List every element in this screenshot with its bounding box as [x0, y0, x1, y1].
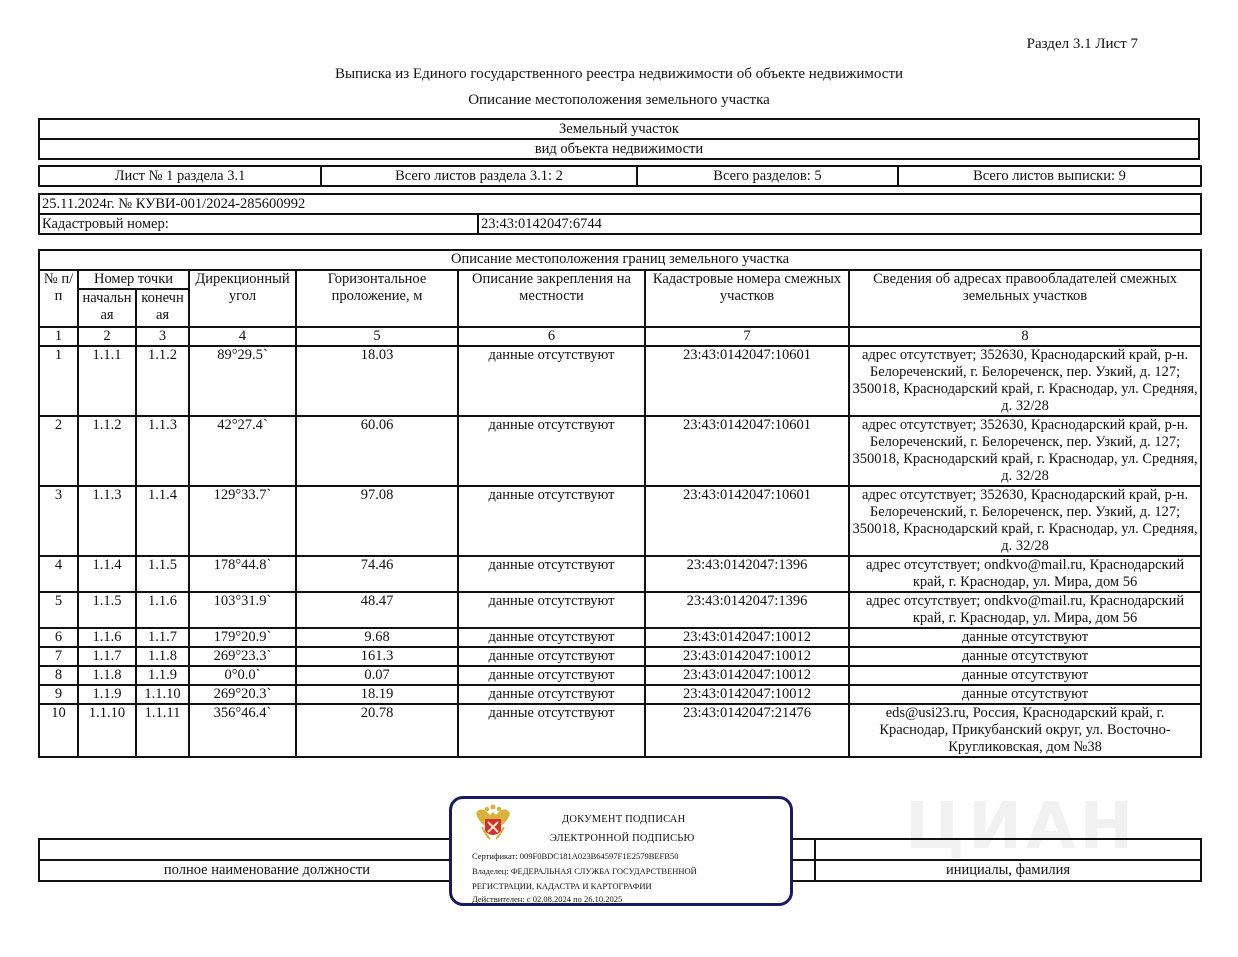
direction-angle-cell: 269°23.3`	[189, 647, 296, 666]
horizontal-length-cell: 74.46	[296, 556, 458, 592]
column-number: 1	[39, 327, 78, 346]
adjacent-owners-cell: адрес отсутствует; 352630, Краснодарский край, р-н. Белореченский, г. Белореченск, пер. Узкий, д. 127; 350018, Краснодарский край, г. Краснодар, ул. Средняя, д. 32/28	[849, 416, 1201, 486]
column-number: 5	[296, 327, 458, 346]
point-start-cell: 1.1.8	[78, 666, 136, 685]
object-kind-caption: вид объекта недвижимости	[39, 139, 1199, 159]
horizontal-length-cell: 18.03	[296, 346, 458, 416]
fixing-description-cell: данные отсутствуют	[458, 416, 645, 486]
header-num: № п/п	[39, 270, 78, 327]
point-start-cell: 1.1.7	[78, 647, 136, 666]
point-end-cell: 1.1.11	[136, 704, 189, 757]
fixing-description-cell: данные отсутствуют	[458, 704, 645, 757]
stamp-owner-line1: Владелец: ФЕДЕРАЛЬНАЯ СЛУЖБА ГОСУДАРСТВЕННОЙ	[472, 866, 697, 876]
header-point-start: начальн ая	[78, 289, 136, 327]
point-end-cell: 1.1.9	[136, 666, 189, 685]
table-row	[39, 486, 1201, 556]
column-number: 3	[136, 327, 189, 346]
row-num-cell: 7	[39, 647, 78, 666]
adjacent-owners-cell: eds@usi23.ru, Россия, Краснодарский край, г. Краснодар, Прикубанский округ, ул. Восточно-Кругликовская, дом №38	[849, 704, 1201, 757]
adjacent-owners-cell: данные отсутствуют	[849, 628, 1201, 647]
adjacent-owners-cell: адрес отсутствует; 352630, Краснодарский край, р-н. Белореченский, г. Белореченск, пер. Узкий, д. 127; 350018, Краснодарский край, г. Краснодар, ул. Средняя, д. 32/28	[849, 346, 1201, 416]
adjacent-owners-cell: адрес отсутствует; 352630, Краснодарский край, р-н. Белореченский, г. Белореченск, пер. Узкий, д. 127; 350018, Краснодарский край, г. Краснодар, ул. Средняя, д. 32/28	[849, 486, 1201, 556]
stamp-heading-line1: ДОКУМЕНТ ПОДПИСАН	[562, 814, 686, 825]
horizontal-length-cell: 48.47	[296, 592, 458, 628]
fixing-description-cell: данные отсутствуют	[458, 628, 645, 647]
point-end-cell: 1.1.8	[136, 647, 189, 666]
point-end-cell: 1.1.4	[136, 486, 189, 556]
cadastral-number-label: Кадастровый номер:	[39, 214, 478, 234]
adjacent-owners-cell: данные отсутствуют	[849, 666, 1201, 685]
row-num-cell: 1	[39, 346, 78, 416]
direction-angle-cell: 89°29.5`	[189, 346, 296, 416]
table-row	[39, 592, 1201, 628]
electronic-signature-stamp	[449, 796, 793, 906]
row-num-cell: 10	[39, 704, 78, 757]
adjacent-cadastral-cell: 23:43:0142047:10601	[645, 486, 849, 556]
column-number: 7	[645, 327, 849, 346]
point-start-cell: 1.1.3	[78, 486, 136, 556]
header-adjacent-owners: Сведения об адресах правообладателей смежных земельных участков	[849, 270, 1201, 327]
column-numbers-row	[39, 327, 1201, 346]
point-start-cell: 1.1.2	[78, 416, 136, 486]
adjacent-cadastral-cell: 23:43:0142047:1396	[645, 556, 849, 592]
point-end-cell: 1.1.7	[136, 628, 189, 647]
adjacent-owners-cell: адрес отсутствует; ondkvo@mail.ru, Краснодарский край, г. Краснодар, ул. Мира, дом 56	[849, 592, 1201, 628]
horizontal-length-cell: 18.19	[296, 685, 458, 704]
point-start-cell: 1.1.1	[78, 346, 136, 416]
header-horizontal-length: Горизонтальное проложение, м	[296, 270, 458, 327]
table-row	[39, 556, 1201, 592]
fixing-description-cell: данные отсутствуют	[458, 685, 645, 704]
document-subtitle: Описание местоположения земельного участка	[468, 92, 770, 108]
table-row	[39, 647, 1201, 666]
point-start-cell: 1.1.4	[78, 556, 136, 592]
stamp-certificate: Сертификат: 009F0BDC181A023B64597F1E2579BEFB50	[472, 851, 679, 861]
total-sections: Всего разделов: 5	[637, 166, 898, 186]
row-num-cell: 3	[39, 486, 78, 556]
identity-table	[38, 193, 1202, 235]
direction-angle-cell: 42°27.4`	[189, 416, 296, 486]
point-end-cell: 1.1.2	[136, 346, 189, 416]
point-start-cell: 1.1.9	[78, 685, 136, 704]
row-num-cell: 8	[39, 666, 78, 685]
table-row	[39, 685, 1201, 704]
direction-angle-cell: 103°31.9`	[189, 592, 296, 628]
adjacent-owners-cell: данные отсутствуют	[849, 647, 1201, 666]
adjacent-owners-cell: адрес отсутствует; ondkvo@mail.ru, Краснодарский край, г. Краснодар, ул. Мира, дом 56	[849, 556, 1201, 592]
sheets-info-table	[38, 165, 1202, 187]
row-num-cell: 9	[39, 685, 78, 704]
direction-angle-cell: 178°44.8`	[189, 556, 296, 592]
fixing-description-cell: данные отсутствуют	[458, 486, 645, 556]
table-row	[39, 704, 1201, 757]
table-row	[39, 346, 1201, 416]
horizontal-length-cell: 0.07	[296, 666, 458, 685]
adjacent-cadastral-cell: 23:43:0142047:10012	[645, 685, 849, 704]
fixing-description-cell: данные отсутствуют	[458, 346, 645, 416]
adjacent-cadastral-cell: 23:43:0142047:10012	[645, 628, 849, 647]
adjacent-cadastral-cell: 23:43:0142047:10601	[645, 346, 849, 416]
horizontal-length-cell: 161.3	[296, 647, 458, 666]
extract-date-number: 25.11.2024г. № КУВИ-001/2024-285600992	[39, 194, 1201, 214]
document-title: Выписка из Единого государственного реестра недвижимости об объекте недвижимости	[334, 66, 904, 82]
stamp-validity: Действителен: с 02.08.2024 по 26.10.2025	[472, 894, 623, 904]
horizontal-length-cell: 97.08	[296, 486, 458, 556]
header-direction-angle: Дирекционный угол	[189, 270, 296, 327]
column-number: 6	[458, 327, 645, 346]
direction-angle-cell: 356°46.4`	[189, 704, 296, 757]
direction-angle-cell: 129°33.7`	[189, 486, 296, 556]
point-end-cell: 1.1.6	[136, 592, 189, 628]
row-num-cell: 2	[39, 416, 78, 486]
section-sheet-label: Раздел 3.1 Лист 7	[1026, 36, 1138, 52]
point-start-cell: 1.1.10	[78, 704, 136, 757]
point-end-cell: 1.1.3	[136, 416, 189, 486]
fixing-description-cell: данные отсутствуют	[458, 647, 645, 666]
table-row	[39, 416, 1201, 486]
horizontal-length-cell: 9.68	[296, 628, 458, 647]
boundary-table	[38, 249, 1202, 758]
horizontal-length-cell: 60.06	[296, 416, 458, 486]
adjacent-cadastral-cell: 23:43:0142047:10601	[645, 416, 849, 486]
cadastral-number-value: 23:43:0142047:6744	[478, 214, 1201, 234]
point-end-cell: 1.1.5	[136, 556, 189, 592]
watermark: ЦИАН	[905, 790, 1138, 864]
point-start-cell: 1.1.6	[78, 628, 136, 647]
object-kind: Земельный участок	[39, 119, 1199, 139]
table-row	[39, 628, 1201, 647]
column-number: 4	[189, 327, 296, 346]
table-row	[39, 666, 1201, 685]
horizontal-length-cell: 20.78	[296, 704, 458, 757]
row-num-cell: 6	[39, 628, 78, 647]
stamp-heading-line2: ЭЛЕКТРОННОЙ ПОДПИСЬЮ	[550, 833, 695, 844]
fixing-description-cell: данные отсутствуют	[458, 666, 645, 685]
position-caption: полное наименование должности	[39, 860, 815, 881]
direction-angle-cell: 0°0.0`	[189, 666, 296, 685]
total-extract-sheets: Всего листов выписки: 9	[898, 166, 1201, 186]
adjacent-cadastral-cell: 23:43:0142047:21476	[645, 704, 849, 757]
fixing-description-cell: данные отсутствуют	[458, 592, 645, 628]
header-point-number: Номер точки	[78, 270, 189, 289]
direction-angle-cell: 269°20.3`	[189, 685, 296, 704]
object-kind-table	[38, 118, 1200, 160]
sheet-number: Лист № 1 раздела 3.1	[39, 166, 321, 186]
row-num-cell: 5	[39, 592, 78, 628]
adjacent-owners-cell: данные отсутствуют	[849, 685, 1201, 704]
row-num-cell: 4	[39, 556, 78, 592]
name-field	[815, 839, 1201, 860]
boundary-table-caption: Описание местоположения границ земельного участка	[39, 250, 1201, 270]
total-section-sheets: Всего листов раздела 3.1: 2	[321, 166, 637, 186]
double-headed-eagle-emblem-icon	[472, 803, 514, 845]
adjacent-cadastral-cell: 23:43:0142047:10012	[645, 666, 849, 685]
adjacent-cadastral-cell: 23:43:0142047:10012	[645, 647, 849, 666]
name-caption: инициалы, фамилия	[815, 860, 1201, 881]
column-number: 2	[78, 327, 136, 346]
header-adjacent-cadastral: Кадастровые номера смежных участков	[645, 270, 849, 327]
header-point-end: конечн ая	[136, 289, 189, 327]
column-number: 8	[849, 327, 1201, 346]
stamp-owner-line2: РЕГИСТРАЦИИ, КАДАСТРА И КАРТОГРАФИИ	[472, 881, 652, 891]
fixing-description-cell: данные отсутствуют	[458, 556, 645, 592]
point-start-cell: 1.1.5	[78, 592, 136, 628]
adjacent-cadastral-cell: 23:43:0142047:1396	[645, 592, 849, 628]
direction-angle-cell: 179°20.9`	[189, 628, 296, 647]
point-end-cell: 1.1.10	[136, 685, 189, 704]
header-fixing-description: Описание закрепления на местности	[458, 270, 645, 327]
